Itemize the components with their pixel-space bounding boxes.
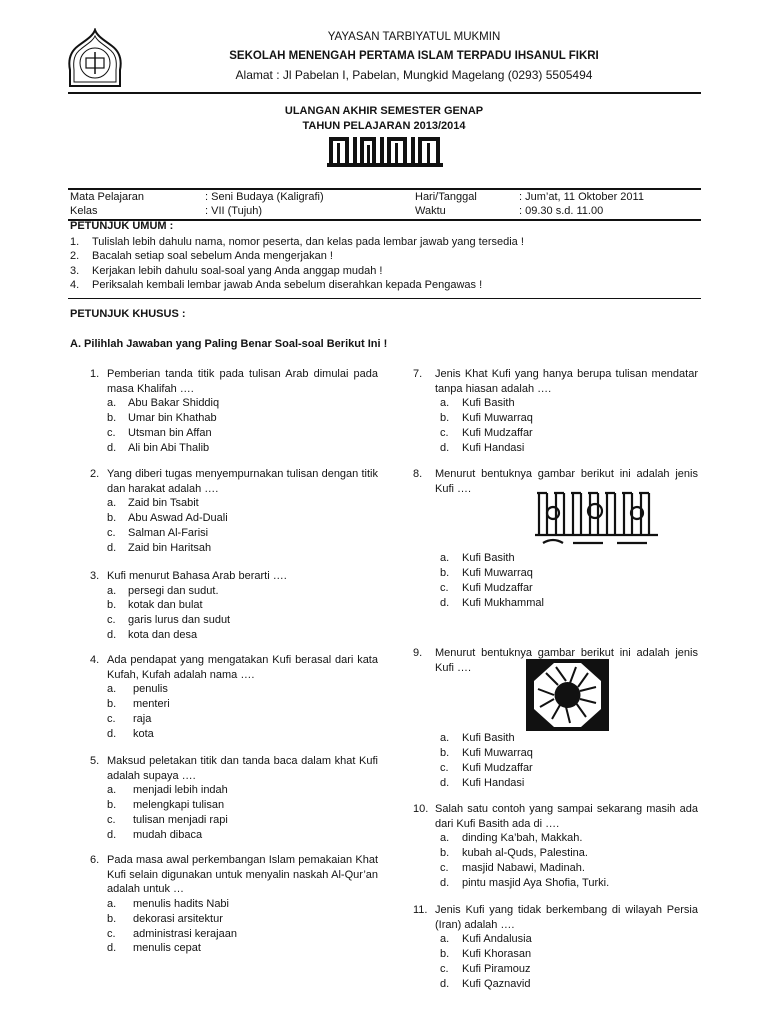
option-text: Kufi Muwarraq	[462, 747, 533, 760]
question-text: Maksud peletakan titik dan tanda baca dalam khat Kufi adalah supaya ….	[107, 755, 378, 782]
option-text: menulis cepat	[133, 942, 201, 955]
answer-option-a[interactable]	[107, 496, 378, 511]
answer-option-c[interactable]	[107, 712, 378, 727]
item-text: Periksalah kembali lembar jawab Anda sebelum diserahkan kepada Pengawas !	[92, 279, 483, 291]
option-letter: d.	[440, 977, 450, 990]
option-text: masjid Nabawi, Madinah.	[462, 861, 585, 874]
option-letter: c.	[440, 581, 449, 594]
option-text: Zaid bin Tsabit	[128, 497, 199, 510]
option-text: Kufi Muwarraq	[462, 412, 533, 425]
answer-option-d[interactable]	[107, 628, 378, 643]
header-divider	[68, 92, 701, 94]
option-letter: d.	[107, 441, 117, 454]
answer-option-d[interactable]	[440, 441, 698, 456]
option-letter: a.	[440, 832, 450, 845]
question-text: Jenis Khat Kufi yang hanya berupa tulisan mendatar tanpa hiasan adalah ….	[435, 368, 698, 395]
option-text: tulisan menjadi rapi	[133, 813, 228, 826]
section-a-heading: A. Pilihlah Jawaban yang Paling Benar Soal-soal Berikut Ini !	[70, 338, 388, 350]
general-instruction-item	[70, 235, 710, 250]
date-label: Hari/Tanggal	[415, 191, 477, 203]
question-10	[413, 802, 698, 890]
special-instructions-heading: PETUNJUK KHUSUS :	[70, 308, 186, 320]
question-text: Pemberian tanda titik pada tulisan Arab dimulai pada masa Khalifah ….	[107, 368, 378, 395]
subject-label: Mata Pelajaran	[70, 191, 144, 203]
item-number: 2.	[70, 250, 80, 262]
question-2	[90, 467, 378, 555]
foundation-name: YAYASAN TARBIYATUL MUKMIN	[327, 31, 501, 43]
option-letter: b.	[440, 412, 450, 425]
answer-option-a[interactable]	[107, 897, 378, 912]
general-instruction-item	[70, 278, 710, 293]
option-letter: d.	[107, 942, 117, 955]
option-text: Kufi Basith	[462, 397, 515, 410]
question-text: Menurut bentuknya gambar berikut ini adalah jenis Kufi ….	[435, 647, 698, 674]
class-label: Kelas	[70, 205, 98, 217]
option-text: dekorasi arsitektur	[133, 912, 223, 925]
option-letter: c.	[440, 962, 449, 975]
option-text: menjadi lebih indah	[133, 784, 228, 797]
option-letter: d.	[107, 541, 117, 554]
option-letter: b.	[107, 912, 117, 925]
option-letter: a.	[440, 933, 450, 946]
question-9	[413, 646, 698, 790]
option-letter: c.	[107, 712, 116, 725]
answer-option-c[interactable]	[440, 962, 698, 977]
option-letter: a.	[440, 552, 450, 565]
option-letter: b.	[107, 698, 117, 711]
answer-option-b[interactable]	[440, 566, 698, 581]
question-number: 1.	[90, 368, 100, 380]
time-value: : 09.30 s.d. 11.00	[519, 205, 604, 217]
question-number: 10.	[413, 803, 429, 815]
question-3	[90, 569, 378, 643]
kufi-knotted-calligraphy-image	[413, 489, 698, 551]
option-letter: d.	[107, 727, 117, 740]
question-4	[90, 653, 378, 741]
answer-option-b[interactable]	[107, 598, 378, 613]
answer-option-c[interactable]	[440, 761, 698, 776]
option-text: Kufi Khorasan	[462, 948, 532, 961]
date-value: : Jum’at, 11 Oktober 2011	[519, 191, 644, 203]
item-text: Bacalah setiap soal sebelum Anda mengerjakan !	[92, 250, 333, 262]
answer-option-d[interactable]	[440, 776, 698, 791]
instructions-divider	[68, 298, 701, 299]
option-letter: b.	[107, 799, 117, 812]
option-text: Kufi Basith	[462, 732, 515, 745]
question-text: Jenis Kufi yang tidak berkembang di wilayah Persia (Iran) adalah ….	[435, 904, 698, 931]
option-letter: c.	[107, 614, 116, 627]
question-number: 5.	[90, 755, 100, 767]
option-letter: d.	[107, 628, 117, 641]
answer-option-c[interactable]	[440, 426, 698, 441]
school-address: Alamat : Jl Pabelan I, Pabelan, Mungkid Magelang (0293) 5505494	[235, 68, 593, 82]
answer-option-d[interactable]	[107, 941, 378, 956]
option-text: Kufi Mukhammal	[462, 596, 544, 609]
option-text: persegi dan sudut.	[128, 584, 219, 597]
question-6	[90, 853, 378, 956]
option-letter: d.	[440, 776, 450, 789]
question-text: Ada pendapat yang mengatakan Kufi berasal dari kata Kufah, Kufah adalah nama ….	[107, 654, 378, 681]
answer-option-b[interactable]	[107, 912, 378, 927]
option-text: Umar bin Khathab	[128, 412, 217, 425]
option-letter: a.	[107, 584, 117, 597]
option-text: Zaid bin Haritsah	[128, 541, 212, 554]
question-text: Salah satu contoh yang sampai sekarang masih ada dari Kufi Basith ada di ….	[435, 803, 698, 830]
question-number: 11.	[413, 904, 428, 916]
answer-option-c[interactable]	[440, 581, 698, 596]
option-text: garis lurus dan sudut	[128, 614, 231, 627]
option-text: menulis hadits Nabi	[133, 898, 229, 911]
answer-option-d[interactable]	[107, 828, 378, 843]
option-text: Kufi Mudzaffar	[462, 426, 533, 439]
answer-option-a[interactable]	[107, 584, 378, 599]
school-name: SEKOLAH MENENGAH PERTAMA ISLAM TERPADU IHSANUL FIKRI	[229, 50, 599, 62]
option-text: Kufi Mudzaffar	[462, 581, 533, 594]
option-text: Utsman bin Affan	[128, 426, 212, 439]
item-text: Kerjakan lebih dahulu soal-soal yang Anda anggap mudah !	[92, 265, 383, 277]
item-number: 4.	[70, 279, 80, 291]
answer-option-a[interactable]	[440, 932, 698, 947]
class-value: : VII (Tujuh)	[205, 205, 263, 217]
question-number: 3.	[90, 570, 100, 582]
answer-option-d[interactable]	[440, 596, 698, 611]
option-letter: a.	[107, 397, 117, 410]
option-letter: c.	[107, 426, 116, 439]
option-text: Abu Aswad Ad-Duali	[128, 512, 228, 525]
option-text: kota dan desa	[128, 628, 198, 641]
item-number: 1.	[70, 236, 80, 248]
option-letter: c.	[107, 526, 116, 539]
option-letter: b.	[107, 599, 117, 612]
general-instruction-item	[70, 249, 710, 264]
answer-option-a[interactable]	[107, 396, 378, 411]
answer-option-a[interactable]	[107, 682, 378, 697]
answer-option-a[interactable]	[107, 783, 378, 798]
option-text: kota	[133, 727, 154, 740]
answer-option-b[interactable]	[107, 411, 378, 426]
option-letter: a.	[107, 898, 117, 911]
option-letter: a.	[107, 683, 117, 696]
option-text: menteri	[133, 698, 170, 711]
option-letter: d.	[440, 441, 450, 454]
option-letter: a.	[440, 732, 450, 745]
answer-option-d[interactable]	[440, 977, 698, 992]
answer-option-d[interactable]	[107, 727, 378, 742]
question-7	[413, 367, 698, 455]
option-text: Kufi Andalusia	[462, 933, 532, 946]
question-text: Pada masa awal perkembangan Islam pemakaian Khat Kufi selain digunakan untuk menyalin naskah Al-Qur’an adalah untuk …	[107, 854, 378, 896]
item-number: 3.	[70, 265, 80, 277]
option-letter: a.	[107, 497, 117, 510]
question-number: 8.	[413, 468, 423, 480]
exam-year: TAHUN PELAJARAN 2013/2014	[302, 120, 466, 132]
question-text: Yang diberi tugas menyempurnakan tulisan dengan titik dan harakat adalah ….	[107, 468, 378, 495]
option-text: Kufi Handasi	[462, 441, 525, 454]
general-instruction-item	[70, 264, 710, 279]
subject-value: : Seni Budaya (Kaligrafi)	[205, 191, 324, 203]
exam-title: ULANGAN AKHIR SEMESTER GENAP	[284, 105, 484, 117]
option-text: Kufi Handasi	[462, 776, 525, 789]
option-letter: a.	[440, 397, 450, 410]
option-text: kotak dan bulat	[128, 599, 203, 612]
option-text: Kufi Qaznavid	[462, 977, 531, 990]
option-letter: b.	[440, 847, 450, 860]
option-letter: d.	[440, 596, 450, 609]
answer-option-b[interactable]	[107, 697, 378, 712]
option-text: Abu Bakar Shiddiq	[128, 397, 220, 410]
answer-option-c[interactable]	[107, 813, 378, 828]
option-letter: c.	[440, 426, 449, 439]
question-5	[90, 754, 378, 842]
answer-option-b[interactable]	[440, 846, 698, 861]
option-letter: c.	[440, 761, 449, 774]
option-text: Kufi Muwarraq	[462, 567, 533, 580]
option-letter: a.	[107, 784, 117, 797]
option-letter: c.	[107, 927, 116, 940]
question-number: 9.	[413, 647, 423, 659]
answer-option-b[interactable]	[107, 511, 378, 526]
option-text: pintu masjid Aya Shofia, Turki.	[462, 876, 610, 889]
general-instructions-heading: PETUNJUK UMUM :	[70, 220, 174, 232]
option-letter: d.	[107, 828, 117, 841]
option-letter: b.	[107, 412, 117, 425]
answer-option-c[interactable]	[107, 927, 378, 942]
option-text: Salman Al-Farisi	[128, 526, 209, 539]
option-letter: b.	[440, 948, 450, 961]
option-letter: b.	[440, 747, 450, 760]
kufi-octagon-geometric-image	[413, 659, 698, 731]
option-text: raja	[133, 712, 152, 725]
answer-option-c[interactable]	[107, 426, 378, 441]
option-text: mudah dibaca	[133, 828, 203, 841]
option-text: administrasi kerajaan	[133, 927, 237, 940]
question-8	[413, 467, 698, 610]
basmalah-calligraphy-icon	[327, 135, 443, 169]
answer-option-d[interactable]	[440, 876, 698, 891]
option-text: Ali bin Abi Thalib	[128, 441, 210, 454]
option-letter: b.	[440, 567, 450, 580]
answer-option-b[interactable]	[440, 411, 698, 426]
answer-option-a[interactable]	[440, 396, 698, 411]
option-letter: c.	[107, 813, 116, 826]
answer-option-b[interactable]	[107, 798, 378, 813]
question-text: Menurut bentuknya gambar berikut ini adalah jenis Kufi ….	[435, 468, 698, 495]
answer-option-b[interactable]	[440, 746, 698, 761]
question-11	[413, 903, 698, 991]
answer-option-c[interactable]	[440, 861, 698, 876]
option-letter: b.	[107, 512, 117, 525]
answer-option-d[interactable]	[107, 541, 378, 556]
option-text: penulis	[133, 683, 168, 696]
option-text: dinding Ka’bah, Makkah.	[462, 832, 583, 845]
option-text: melengkapi tulisan	[133, 799, 225, 812]
answer-option-b[interactable]	[440, 947, 698, 962]
answer-option-c[interactable]	[107, 526, 378, 541]
option-letter: d.	[440, 876, 450, 889]
option-text: Kufi Piramouz	[462, 962, 531, 975]
question-number: 6.	[90, 854, 100, 866]
answer-option-c[interactable]	[107, 613, 378, 628]
option-text: Kufi Basith	[462, 552, 515, 565]
answer-option-a[interactable]	[440, 831, 698, 846]
question-1	[90, 367, 378, 455]
answer-option-a[interactable]	[440, 731, 698, 746]
option-letter: c.	[440, 861, 449, 874]
answer-option-a[interactable]	[440, 551, 698, 566]
school-logo	[66, 28, 124, 90]
question-number: 7.	[413, 368, 423, 380]
answer-option-d[interactable]	[107, 441, 378, 456]
time-label: Waktu	[415, 205, 446, 217]
item-text: Tulislah lebih dahulu nama, nomor peserta, dan kelas pada lembar jawab yang tersedia !	[92, 236, 524, 248]
question-text: Kufi menurut Bahasa Arab berarti ….	[107, 570, 287, 582]
question-number: 2.	[90, 468, 100, 480]
option-text: Kufi Mudzaffar	[462, 761, 533, 774]
option-text: kubah al-Quds, Palestina.	[462, 847, 588, 860]
question-number: 4.	[90, 654, 100, 666]
